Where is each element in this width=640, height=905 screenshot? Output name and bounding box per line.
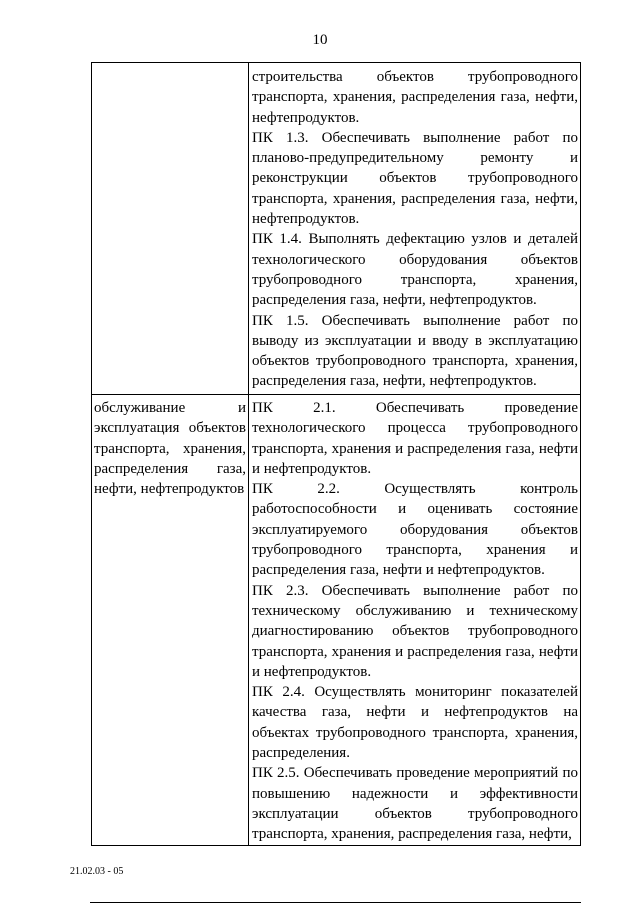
activity-text: обслуживание и эксплуатация объектов транспорта, хранения, распределения газа, нефти, нефтепродуктов xyxy=(94,400,246,498)
competency-paragraph: ПК 1.4. Выполнять дефектацию узлов и деталей технологического оборудования объектов трубопроводного транспорта, хранения, распределения газа, нефти, нефтепродуктов. xyxy=(252,231,578,309)
table-cell-activity xyxy=(92,63,249,395)
table-cell-competencies xyxy=(249,63,581,395)
page-number: 10 xyxy=(312,32,328,48)
table-cell-competencies xyxy=(249,395,581,846)
competency-paragraph: ПК 2.2. Осуществлять контроль работоспособности и оценивать состояние эксплуатируемого оборудования объектов трубопроводного транспорта, хранения и распределения газа, нефти и нефтепродуктов. xyxy=(252,481,578,579)
document-code: 21.02.03 - 05 xyxy=(70,866,124,877)
table-cell-activity xyxy=(92,395,249,846)
competency-paragraph: строительства объектов трубопроводного транспорта, хранения, распределения газа, нефти, нефтепродуктов. xyxy=(252,69,578,126)
competency-paragraph: ПК 1.3. Обеспечивать выполнение работ по планово-предупредительному ремонту и реконструкции объектов трубопроводного транспорта, хранения, распределения газа, нефти, нефтепродуктов. xyxy=(252,129,578,228)
competency-paragraph: ПК 2.3. Обеспечивать выполнение работ по техническому обслуживанию и техническому диагностированию объектов трубопроводного транспорта, хранения и распределения газа, нефти и нефтепродуктов. xyxy=(252,582,578,680)
table-bottom-border xyxy=(90,902,581,903)
table-row xyxy=(92,63,581,395)
competency-paragraph: ПК 2.5. Обеспечивать проведение мероприятий по повышению надежности и эффективности эксплуатации объектов трубопроводного транспорта, хранения, распределения газа, нефти, xyxy=(252,765,578,843)
competency-paragraph: ПК 2.4. Осуществлять мониторинг показателей качества газа, нефти и нефтепродуктов на объектах трубопроводного транспорта, хранения, распределения. xyxy=(252,684,578,762)
competency-paragraph: ПК 1.5. Обеспечивать выполнение работ по выводу из эксплуатации и вводу в эксплуатацию объектов трубопроводного транспорта, хранения, распределения газа, нефти, нефтепродуктов. xyxy=(252,312,578,390)
competency-paragraph: ПК 2.1. Обеспечивать проведение технологического процесса трубопроводного транспорта, хранения и распределения газа, нефти и нефтепродуктов. xyxy=(252,400,578,477)
competency-table xyxy=(91,62,581,846)
table-row xyxy=(92,395,581,846)
